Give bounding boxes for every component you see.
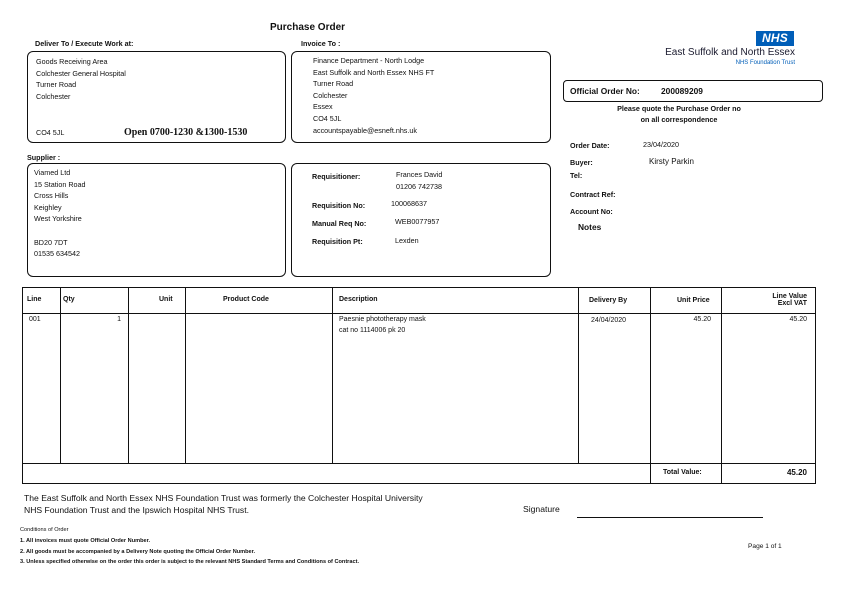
- condition-item: 1. All invoices must quote Official Order Number.: [20, 538, 151, 544]
- cell-unit-price: 45.20: [693, 316, 711, 323]
- supplier-label: Supplier :: [27, 153, 61, 162]
- condition-item: 3. Unless specified otherwise on the order this order is subject to the relevant NHS Standard Terms and Conditions of Contract.: [20, 559, 360, 566]
- header-line-value-2: Excl VAT: [777, 300, 807, 307]
- order-date-label: Order Date:: [570, 141, 610, 150]
- opening-hours: Open 0700-1230 &1300-1530: [124, 127, 248, 138]
- manual-req-label: Manual Req No:: [312, 219, 367, 228]
- invoice-to-label: Invoice To :: [301, 39, 341, 48]
- requisition-box: [291, 163, 551, 277]
- address-line: East Suffolk and North Essex NHS FT: [313, 67, 435, 77]
- address-line: 15 Station Road: [34, 179, 86, 189]
- address-line: Goods Receiving Area: [36, 57, 108, 66]
- deliver-to-box: [27, 51, 286, 143]
- quote-note: [600, 104, 758, 124]
- invoice-to-box: [291, 51, 551, 143]
- requisition-no-label: Requisition No:: [312, 201, 366, 210]
- deliver-to-postcode: CO4 5JL: [36, 128, 65, 137]
- address-line: Turner Road: [36, 80, 77, 90]
- address-line: Finance Department - North Lodge: [313, 56, 425, 65]
- manual-req-value: WEB0077957: [395, 217, 440, 226]
- header-description: Description: [339, 296, 378, 303]
- address-line: Colchester: [36, 91, 71, 101]
- cell-description-1: Paesnie phototherapy mask: [339, 316, 426, 323]
- address-line: Cross Hills: [34, 191, 69, 201]
- nhs-logo-icon: NHS: [756, 31, 794, 46]
- address-line: Turner Road: [313, 79, 354, 89]
- address-line: Colchester General Hospital: [36, 68, 126, 78]
- page-number: Page 1 of 1: [748, 543, 782, 550]
- cell-qty: 1: [117, 316, 121, 323]
- address-line: CO4 5JL: [313, 113, 342, 123]
- address-line: [34, 225, 86, 237]
- trust-statement: [24, 492, 423, 516]
- address-line: Essex: [313, 102, 333, 112]
- address-line: BD20 7DT: [34, 237, 68, 247]
- buyer-label: Buyer:: [570, 158, 593, 167]
- official-order-label: Official Order No:: [570, 86, 640, 96]
- requisitioner-name: Frances David: [396, 170, 443, 179]
- line-items-table: [22, 287, 816, 484]
- header-line-value: [723, 293, 807, 307]
- supplier-box: [27, 163, 286, 277]
- condition-item: 2. All goods must be accompanied by a Delivery Note quoting the Official Order Number.: [20, 548, 256, 555]
- buyer-value: Kirsty Parkin: [649, 157, 694, 166]
- tel-label: Tel:: [570, 171, 583, 180]
- trust-statement-line: The East Suffolk and North Essex NHS Foundation Trust was formerly the Colchester Hospital University: [24, 493, 423, 503]
- address-line: Colchester: [313, 90, 348, 100]
- official-order-box: [563, 80, 823, 102]
- invoice-to-address: [313, 55, 434, 136]
- signature-line: [577, 517, 763, 518]
- order-date-value: 23/04/2020: [643, 140, 679, 149]
- requisition-pt-value: Lexden: [395, 236, 419, 245]
- requisition-no-value: 100068637: [391, 199, 427, 208]
- trust-name: East Suffolk and North Essex: [665, 47, 795, 58]
- quote-note-line: Please quote the Purchase Order no: [617, 104, 741, 113]
- cell-description-2: cat no 1114006 pk 20: [339, 327, 406, 334]
- phone-line: 01535 634542: [34, 249, 80, 259]
- cell-delivery-by: 24/04/2020: [591, 317, 627, 324]
- total-value: 45.20: [786, 468, 807, 477]
- email-line: accountspayable@esneft.nhs.uk: [313, 125, 417, 135]
- address-line: Keighley: [34, 202, 62, 212]
- conditions-of-order: [20, 525, 359, 568]
- header-product-code: Product Code: [223, 296, 269, 303]
- notes-label: Notes: [578, 222, 602, 232]
- header-unit: Unit: [159, 296, 173, 303]
- address-line: West Yorkshire: [34, 214, 82, 224]
- official-order-number: 200089209: [661, 86, 703, 96]
- trust-statement-line: NHS Foundation Trust and the Ipswich Hospital NHS Trust.: [24, 505, 249, 515]
- header-line-value-1: Line Value: [772, 293, 807, 300]
- conditions-title: Conditions of Order: [20, 527, 69, 533]
- deliver-to-address: [36, 56, 126, 102]
- requisitioner-label: Requisitioner:: [312, 172, 361, 181]
- deliver-to-label: Deliver To / Execute Work at:: [35, 39, 134, 48]
- cell-line-value: 45.20: [789, 316, 807, 323]
- supplier-address: [34, 167, 86, 260]
- document-title: Purchase Order: [270, 22, 346, 33]
- requisitioner-phone: 01206 742738: [396, 182, 442, 191]
- trust-subtitle: NHS Foundation Trust: [735, 60, 795, 66]
- address-line: Viamed Ltd: [34, 168, 71, 177]
- header-delivery-by: Delivery By: [589, 297, 628, 304]
- account-no-label: Account No:: [570, 207, 613, 216]
- header-qty: Qty: [63, 296, 75, 303]
- header-unit-price: Unit Price: [677, 297, 710, 304]
- cell-line: 001: [29, 316, 41, 323]
- contract-ref-label: Contract Ref:: [570, 190, 616, 199]
- signature-label: Signature: [523, 504, 560, 514]
- header-line: Line: [27, 296, 42, 303]
- total-value-label: Total Value:: [663, 469, 702, 476]
- requisition-pt-label: Requisition Pt:: [312, 237, 363, 246]
- quote-note-line: on all correspondence: [640, 115, 718, 124]
